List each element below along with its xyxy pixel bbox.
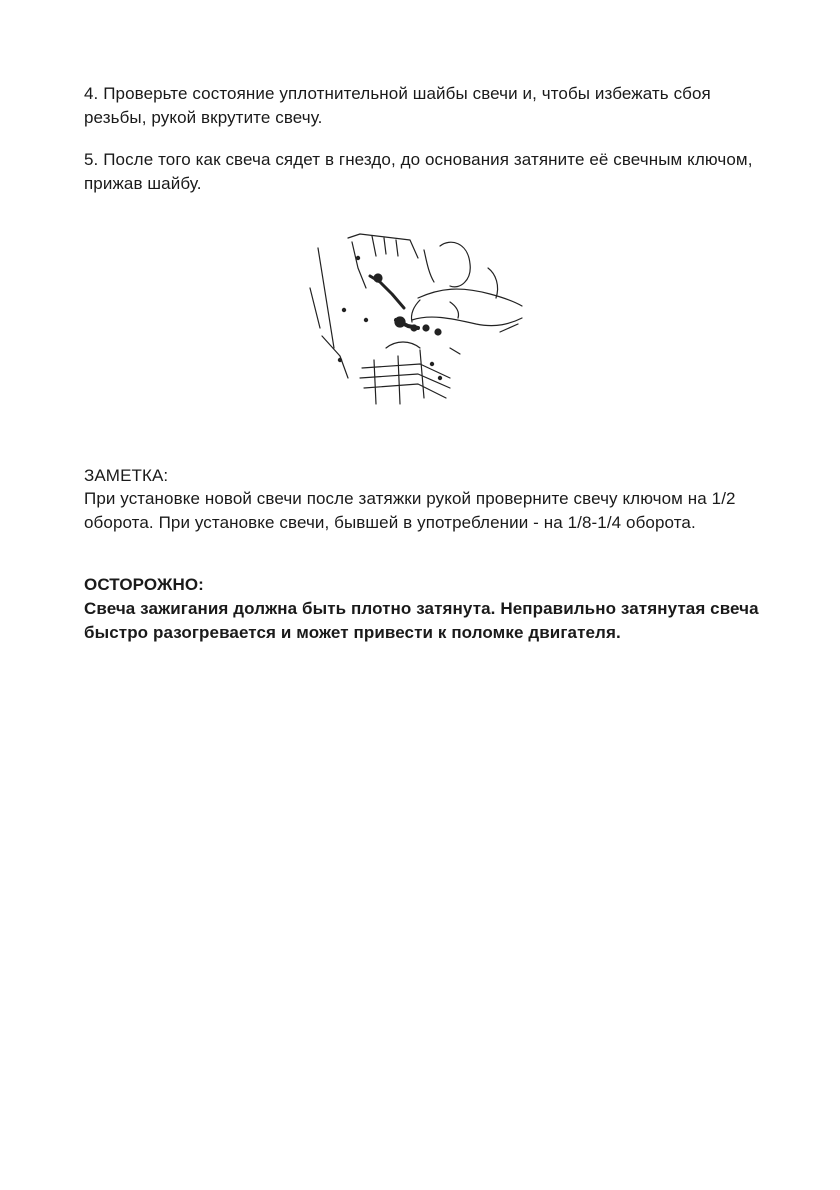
caution-heading: ОСТОРОЖНО: [84, 575, 204, 594]
spark-plug-installation-illustration-icon [300, 228, 525, 413]
caution-body: Свеча зажигания должна быть плотно затянута. Неправильно затянутая свеча быстро разогревается и может привести к поломке двигателя. [84, 599, 759, 642]
note-heading: ЗАМЕТКА: [84, 466, 169, 485]
step-4-text: 4. Проверьте состояние уплотнительной шайбы свечи и, чтобы избежать сбоя резьбы, рукой вкрутите свечу. [84, 84, 711, 127]
spark-plug-illustration [300, 228, 525, 413]
step-5-text: 5. После того как свеча сядет в гнездо, до основания затяните её свечным ключом, прижав шайбу. [84, 150, 753, 193]
note-body: При установке новой свечи после затяжки рукой проверните свечу ключом на 1/2 оборота. При установке свечи, бывшей в употреблении - на 1/8-1/4 оборота. [84, 489, 736, 532]
